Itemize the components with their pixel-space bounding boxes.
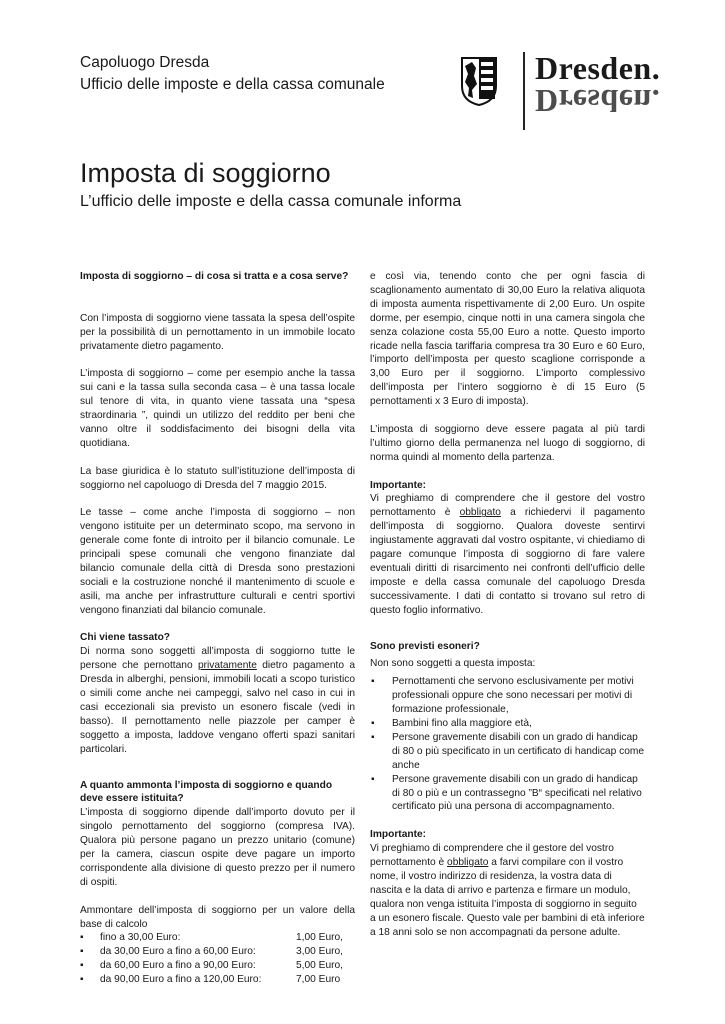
rate-item: ▪ da 60,00 Euro a fino a 90,00 Euro: 5,00 Euro, — [80, 959, 355, 973]
section-heading-exemptions: Sono previsti esoneri? — [370, 640, 480, 652]
rate-item: ▪ fino a 30,00 Euro: 1,00 Euro, — [80, 931, 355, 945]
section-heading-amount: A quanto ammonta l’imposta di soggiorno e quando deve essere istituita? — [80, 779, 333, 805]
underlined-word: obbligato — [459, 507, 501, 519]
page-subtitle: L’ufficio delle imposte e della cassa comunale informa — [80, 193, 462, 210]
paragraph: L’imposta di soggiorno – come per esempio anche la tassa sui cani e la tassa sulla seconda casa – è una tassa locale sul tenore di vita, in quanto viene tassata una “spesa straordinaria ”, quindi un utilizzo del reddito per beni che vanno oltre il soddisfacimento dei bisogni della vita quotidiana. — [80, 368, 355, 449]
rate-list — [80, 931, 355, 987]
underlined-word: obbligato — [447, 857, 489, 869]
list-item: ▪ Bambini fino alla maggiore età, — [370, 717, 645, 731]
paragraph: Vi preghiamo di comprendere che il gestore del vostro pernottamento è obbligato a farvi compilare con il vostro nome, il vostro indirizzo di residenza, la vostra data di nascita e la data di arrivo e partenza e firmare un modulo, qualora non venga istituita l’imposta di soggiorno in seguito a un esonero fiscale. Questo vale per bambini di età inferiore a 18 anni solo se non accompagnati da persone adulte. — [370, 843, 645, 938]
rate-item: ▪ da 30,00 Euro a fino a 60,00 Euro: 3,00 Euro, — [80, 945, 355, 959]
paragraph: La base giuridica è lo statuto sull’istituzione dell’imposta di soggiorno nel capoluogo di Dresda del 7 maggio 2015. — [80, 465, 355, 491]
paragraph: Con l’imposta di soggiorno viene tassata la spesa dell’ospite per la possibilità di un pernottamento in un immobile locato privatamente dietro pagamento. — [80, 312, 355, 352]
list-item: ▪ Persone gravemente disabili con un grado di handicap di 80 o più specificato in un certificato di handicap come anche — [370, 731, 645, 773]
left-column — [80, 270, 355, 987]
page-title: Imposta di soggiorno — [80, 158, 331, 188]
section-heading-what: Imposta di soggiorno – di cosa si tratta e a cosa serve? — [80, 271, 349, 282]
right-column — [370, 270, 645, 953]
issuer-header — [80, 52, 385, 96]
underlined-word: privatamente — [197, 660, 257, 672]
paragraph: L’imposta di soggiorno deve essere pagata al più tardi l’ultimo giorno della permanenza nel luogo di soggiorno, di norma quindi al momento della partenza. — [370, 423, 645, 463]
exemption-list — [370, 675, 645, 814]
paragraph: Le tasse – come anche l’imposta di soggiorno – non vengono istituite per un determinato scopo, ma servono in generale come fonte di introito per il bilancio comunale. Le principali spese comunali che vengono finanziate dal bilancio comunale della città di Dresda sono prestazioni sociali e la costruzione nonché il mantenimento di scuole e asili, ma anche per infrastrutture culturali e centri sportivi vengono finanziati dal bilancio comunale. — [80, 507, 355, 616]
section-heading-important: Importante: — [370, 479, 427, 491]
paragraph: Di norma sono soggetti all’imposta di soggiorno tutte le persone che pernottano privatamente dietro pagamento a Dresda in alberghi, pensioni, immobili locati a scopo turistico o simili come anche nei campeggi, salvo nel caso in cui in casi eccezionali sia previsto un esonero fiscale (vedi in basso). Il pernottamento nelle piazzole per camper è soggetto a imposta, laddove vengano offerti spazi sanitari particolari. — [80, 646, 356, 755]
issuer-city: Capoluogo Dresda — [80, 54, 210, 71]
list-item: ▪ Persone gravemente disabili con un grado di handicap di 80 o più e un contrassegno ”B“ specificati nel relativo certificato più una persona di accompagnamento. — [370, 773, 645, 815]
dresden-logo — [460, 52, 660, 132]
paragraph: e così via, tenendo conto che per ogni fascia di scaglionamento aumentato di 30,00 Euro la relativa aliquota di imposta aumenta rispettivamente di 2,00 Euro. Un ospite dorme, per esempio, cinque notti in una camera singola che senza colazione costa 55,00 Euro a notte. Questo importo ricade nella fascia tariffaria compresa tra 30 Euro e 60 Euro, l’importo dell’imposta per questo scaglione corrisponde a 3,00 Euro per il soggiorno. L’importo complessivo dell’imposta per l’intero soggiorno è di 15 Euro (5 pernottamenti x 3 Euro di imposta). — [370, 271, 645, 408]
paragraph: L’imposta di soggiorno dipende dall’importo dovuto per il singolo pernottamento del soggiorno (compresa IVA). Qualora più persone pagano un prezzo unitario (comune) per la camera, ciascun ospite deve pagare un importo corrispondente alla divisione di questo prezzo per il numero di ospiti. — [80, 807, 355, 888]
logo-wordmark-reflection: Dresden. — [535, 83, 661, 119]
rate-item: ▪ da 90,00 Euro a fino a 120,00 Euro: 7,00 Euro — [80, 973, 355, 987]
dresden-crest-icon — [460, 56, 498, 106]
paragraph: Vi preghiamo di comprendere che il gestore del vostro pernottamento è obbligato a richiedervi il pagamento dell’imposta di soggiorno. Qualora doveste sentirvi ingiustamente aggravati dal vostro ospitante, vi chiediamo di pagare comunque l’imposta di soggiorno di fare valere eventuali diritti di risarcimento nei confronti dell’ufficio delle imposte e della cassa comunale del capoluogo Dresda successivamente. I dati di contatto si trovano sul retro di questo foglio informativo. — [370, 493, 645, 616]
logo-divider — [523, 52, 525, 130]
section-heading-who: Chi viene tassato? — [80, 632, 171, 644]
section-heading-important-2: Importante: — [370, 829, 427, 841]
logo-wordmark: Dresden. — [535, 50, 661, 86]
paragraph: Ammontare dell’imposta di soggiorno per un valore della base di calcolo — [80, 904, 355, 930]
list-item: ▪ Pernottamenti che servono esclusivamente per motivi professionali oppure che sono necessari per motivi di formazione professionale, — [370, 675, 645, 717]
paragraph: Non sono soggetti a questa imposta: — [370, 658, 536, 670]
issuer-office: Ufficio delle imposte e della cassa comunale — [80, 76, 385, 93]
